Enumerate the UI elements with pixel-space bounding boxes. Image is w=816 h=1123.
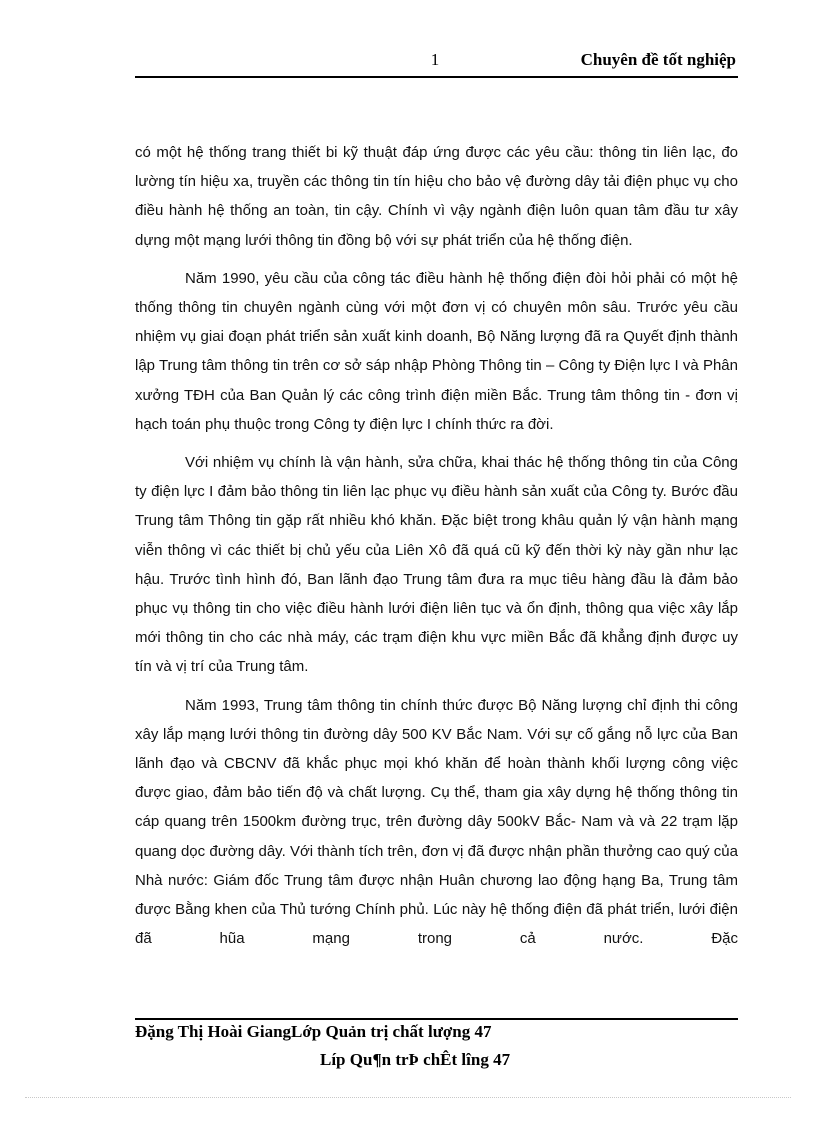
running-title: Chuyên đề tốt nghiệp [580,50,736,69]
header-rule [135,76,738,78]
paragraph-3: Với nhiệm vụ chính là vận hành, sửa chữa, khai thác hệ thống thông tin của Công ty điện lực I đảm bảo thông tin liên lạc phục vụ điều hành sản xuất của Công ty. Bước đầu Trung tâm Thông tin gặp rất nhiều khó khăn. Đặc biệt trong khâu quản lý vận hành mạng viễn thông vì các thiết bị chủ yếu của Liên Xô đã quá cũ kỹ đến thời kỳ này gần như lạc hậu. Trước tình hình đó, Ban lãnh đạo Trung tâm đưa ra mục tiêu hàng đầu là đảm bảo phục vụ thông tin cho việc điều hành lưới điện liên tục và ổn định, thông qua việc xây lắp mới thông tin cho các nhà máy, các trạm điện khu vực miền Bắc đã khẳng định được uy tín và vị trí của Trung tâm. [135,454,738,676]
footer-author-line: Đặng Thị Hoài GiangLớp Quản trị chất lượng 47 [135,1022,492,1041]
page-bottom-dotted-rule [25,1097,791,1098]
paragraph-2: Năm 1990, yêu cầu của công tác điều hành hệ thống điện đòi hỏi phải có một hệ thống thông tin chuyên ngành cùng với một đơn vị có chuyên môn sâu. Trước yêu cầu nhiệm vụ giai đoạn phát triển sản xuất kinh doanh, Bộ Năng lượng đã ra Quyết định thành lập Trung tâm thông tin trên cơ sở sáp nhập Phòng Thông tin – Công ty Điện lực I và Phân xưởng TĐH của Ban Quản lý các công trình điện miền Bắc. Trung tâm thông tin - đơn vị hạch toán phụ thuộc trong Công ty điện lực I chính thức ra đời. [135,269,738,433]
document-body [135,138,738,962]
footer-rule [135,1018,738,1020]
paragraph-4: Năm 1993, Trung tâm thông tin chính thức được Bộ Năng lượng chỉ định thi công xây lắp mạng lưới thông tin đường dây 500 KV Bắc Nam. Với sự cố gắng nỗ lực của Ban lãnh đạo và CBCNV đã khắc phục mọi khó khăn để hoàn thành khối lượng công việc được giao, đảm bảo tiến độ và chất lượng. Cụ thể, tham gia xây dựng hệ thống thông tin cáp quang trên 1500km đường trục, trên đường dây 500kV Bắc- Nam và và 22 trạm lặp quang dọc đường dây. Với thành tích trên, đơn vị đã được nhận phần thưởng cao quý của Nhà nước: Giám đốc Trung tâm được nhận Huân chương lao động hạng Ba, Trung tâm được Bằng khen của Thủ tướng Chính phủ. Lúc này hệ thống điện đã phát triển, lưới điện đã hũa mạng trong cả nước. Đặc [135,696,738,948]
page-number: 1 [430,50,440,69]
footer-class-line: Líp Qu¶n trÞ chÊt lîng 47 [320,1050,511,1069]
paragraph-1: có một hệ thống trang thiết bi kỹ thuật đáp ứng được các yêu cầu: thông tin liên lạc, đo lường tín hiệu xa, truyền các thông tin tín hiệu cho bảo vệ đường dây tải điện phục vụ cho điều hành hệ thống an toàn, tin cậy. Chính vì vậy ngành điện luôn quan tâm đầu tư xây dựng một mạng lưới thông tin đồng bộ với sự phát triển của hệ thống điện. [135,144,738,249]
